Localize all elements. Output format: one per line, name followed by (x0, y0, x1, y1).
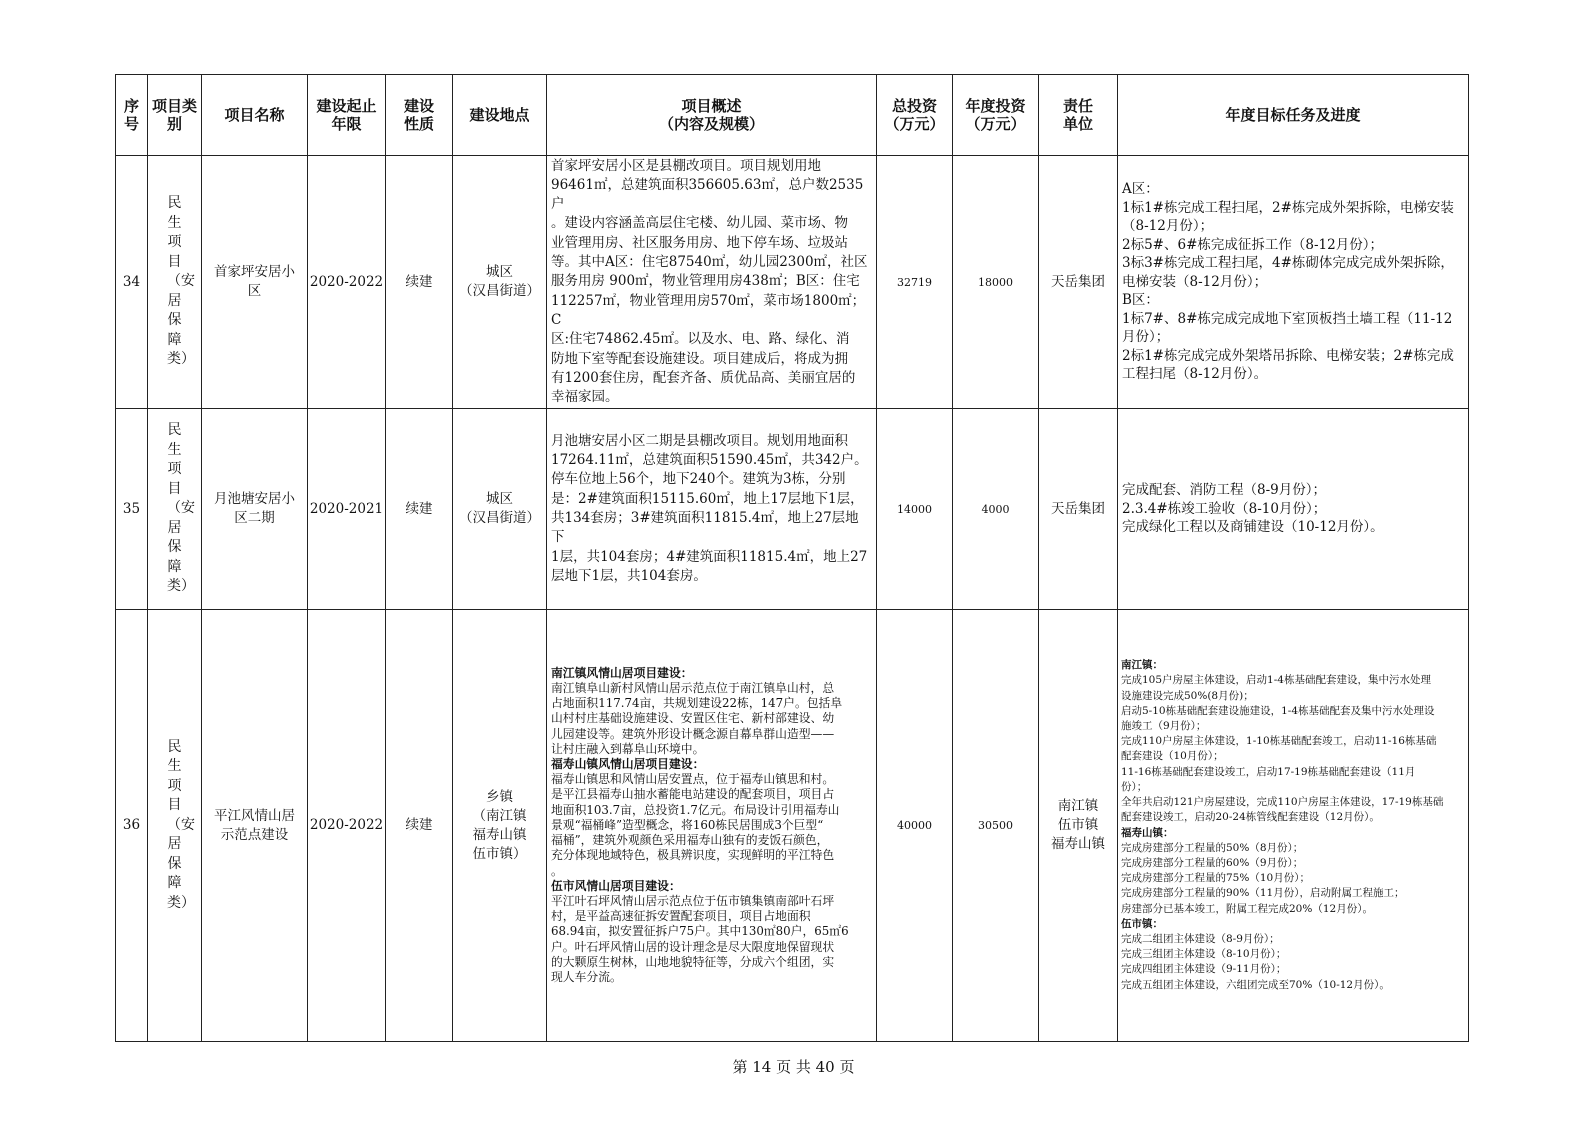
header-no: 序 号 (116, 75, 148, 156)
row-name: 月池塘安居小 区二期 (202, 409, 308, 610)
row-annual-investment: 18000 (953, 156, 1039, 409)
row-location: 乡镇 （南江镇 福寿山镇 伍市镇） (453, 610, 547, 1042)
row-no: 34 (116, 156, 148, 409)
row-unit: 南江镇 伍市镇 福寿山镇 (1039, 610, 1118, 1042)
section-text: 完成二组团主体建设（8-9月份）； 完成三组团主体建设（8-10月份）； 完成四组团主体建设（9-11月份）； 完成五组团主体建设，六组团完成至70%（10-12月份）。 (1121, 932, 1390, 991)
table-row (116, 409, 1469, 610)
header-period: 建设起止 年限 (308, 75, 386, 156)
header-category: 项目类 别 (148, 75, 202, 156)
row-total-investment: 14000 (877, 409, 953, 610)
section-title: 伍市风情山居项目建设： (551, 878, 681, 893)
section-text: 南江镇阜山新村风情山居示范点位于南江镇阜山村，总 占地面积117.74亩，共规划建设22栋，147户。包括阜 山村村庄基础设施建设、安置区住宅、新村部建设、幼 儿园建设等。建筑外形设计概念源自幕阜群山造型—— 让村庄融入到幕阜山环境中。 (551, 681, 843, 756)
row-summary (547, 610, 877, 1042)
row-unit: 天岳集团 (1039, 409, 1118, 610)
row-period: 2020-2022 (308, 610, 386, 1042)
row-location: 城区 （汉昌街道） (453, 156, 547, 409)
header-row (116, 75, 1469, 156)
category-text: 民生项目（安居保障类） (167, 195, 195, 368)
table-row (116, 156, 1469, 409)
section-title: 福寿山镇风情山居项目建设： (551, 757, 705, 772)
row-period: 2020-2022 (308, 156, 386, 409)
header-unit: 责任 单位 (1039, 75, 1118, 156)
header-annual-investment: 年度投资 （万元） (953, 75, 1039, 156)
section-title: 南江镇风情山居项目建设： (551, 665, 693, 680)
row-tasks: A区： 1标1#栋完成工程扫尾，2#栋完成外架拆除，电梯安装 （8-12月份）； 2标5#、6#栋完成征拆工作（8-12月份）； 3标3#栋完成工程扫尾，4#栋砌体完成完成外架拆除， 电梯安装（8-12月份）； B区： 1标7#、8#栋完成完成地下室顶板挡土墙工程（11-12 月份）； 2标1#栋完成完成外架塔吊拆除、电梯安装；2#栋完成 工程扫尾（8-12月份）。 (1118, 156, 1469, 409)
row-total-investment: 32719 (877, 156, 953, 409)
row-nature: 续建 (386, 409, 453, 610)
row-tasks: 完成配套、消防工程（8-9月份）； 2.3.4#栋竣工验收（8-10月份）； 完成绿化工程以及商铺建设（10-12月份）。 (1118, 409, 1469, 610)
row-summary: 月池塘安居小区二期是县棚改项目。规划用地面积 17264.11㎡，总建筑面积51590.45㎡，共342户。 停车位地上56个，地下240个。建筑为3栋，分别 是：2#建筑面积15115.60㎡，地上17层地下1层， 共134套房；3#建筑面积11815.4㎡，地上27层地下 1层，共104套房；4#建筑面积11815.4㎡，地上27 层地下1层，共104套房。 (547, 409, 877, 610)
header-name: 项目名称 (202, 75, 308, 156)
task-sections (1118, 658, 1468, 992)
row-name: 首家坪安居小 区 (202, 156, 308, 409)
row-no: 35 (116, 409, 148, 610)
row-summary: 首家坪安居小区是县棚改项目。项目规划用地 96461㎡，总建筑面积356605.63㎡，总户数2535户 。建设内容涵盖高层住宅楼、幼儿园、菜市场、物 业管理用房、社区服务用房、地下停车场、垃圾站 等。其中A区：住宅87540㎡，幼儿园2300㎡，社区 服务用房 900㎡，物业管理用房438㎡；B区：住宅 112257㎡，物业管理用房570㎡，菜市场1800㎡；C 区:住宅74862.45㎡。以及水、电、路、绿化、消 防地下室等配套设施建设。项目建成后，将成为拥 有1200套住房，配套齐备、质优品高、美丽宜居的 幸福家园。 (547, 156, 877, 409)
row-category (148, 610, 202, 1042)
header-tasks: 年度目标任务及进度 (1118, 75, 1469, 156)
category-text: 民生项目（安居保障类） (167, 422, 195, 595)
row-annual-investment: 30500 (953, 610, 1039, 1042)
row-unit: 天岳集团 (1039, 156, 1118, 409)
row-nature: 续建 (386, 156, 453, 409)
header-location: 建设地点 (453, 75, 547, 156)
row-nature: 续建 (386, 610, 453, 1042)
row-no: 36 (116, 610, 148, 1042)
row-annual-investment: 4000 (953, 409, 1039, 610)
section-text: 平江叶石坪风情山居示范点位于伍市镇集镇南部叶石坪 村，是平益高速征拆安置配套项目，项目占地面积 68.94亩，拟安置征拆户75户。其中130㎡80户，65㎡6 户。叶石坪风情山居的设计理念是尽大限度地保留现状 的大颗原生树林，山地地貌特征等，分成六个组团，实 现人车分流。 (551, 893, 849, 984)
header-total-investment: 总投资 （万元） (877, 75, 953, 156)
table-row (116, 610, 1469, 1042)
section-text: 完成房建部分工程量的50%（8月份）； 完成房建部分工程量的60%（9月份）； 完成房建部分工程量的75%（10月份）； 完成房建部分工程量的90%（11月份），启动附属工程施工； 房建部分已基本竣工，附属工程完成20%（12月份）。 (1121, 841, 1405, 915)
row-category (148, 156, 202, 409)
header-nature: 建设 性质 (386, 75, 453, 156)
section-title: 福寿山镇： (1121, 826, 1174, 839)
row-total-investment: 40000 (877, 610, 953, 1042)
row-name: 平江风情山居 示范点建设 (202, 610, 308, 1042)
row-location: 城区 （汉昌街道） (453, 409, 547, 610)
section-text: 福寿山镇思和风情山居安置点，位于福寿山镇思和村。 是平江县福寿山抽水蓄能电站建设的配套项目，项目占 地面积103.7亩，总投资1.7亿元。布局设计引用福寿山 景观“福桶峰”造型概念，将160栋民居围成3个巨型“ 福桶”，建筑外观颜色采用福寿山独有的麦饭石颜色， 充分体现地域特色，极具辨识度，实现鲜明的平江特色 。 (551, 772, 840, 878)
row-period: 2020-2021 (308, 409, 386, 610)
row-tasks (1118, 610, 1469, 1042)
header-summary: 项目概述 （内容及规模） (547, 75, 877, 156)
project-table (115, 74, 1469, 1042)
section-text: 完成105户房屋主体建设，启动1-4栋基础配套建设，集中污水处理 设施建设完成50%(8月份)； 启动5-10栋基础配套建设施建设，1-4栋基础配套及集中污水处理设 施竣工（9月份）； 完成110户房屋主体建设，1-10栋基础配套竣工，启动11-16栋基础 配套建设（10月份）； 11-16栋基础配套建设竣工，启动17-19栋基础配套建设（11月 份）； 全年共启动121户房屋建设，完成110户房屋主体建设，17-19栋基础 配套建设竣工，启动20-24栋管线配套建设（12月份）。 (1121, 674, 1444, 824)
section-title: 南江镇： (1121, 659, 1163, 672)
page-footer: 第 14 页 共 40 页 (732, 1058, 855, 1076)
section-title: 伍市镇： (1121, 917, 1163, 930)
row-category (148, 409, 202, 610)
summary-sections (547, 666, 876, 985)
category-text: 民生项目（安居保障类） (167, 738, 195, 911)
